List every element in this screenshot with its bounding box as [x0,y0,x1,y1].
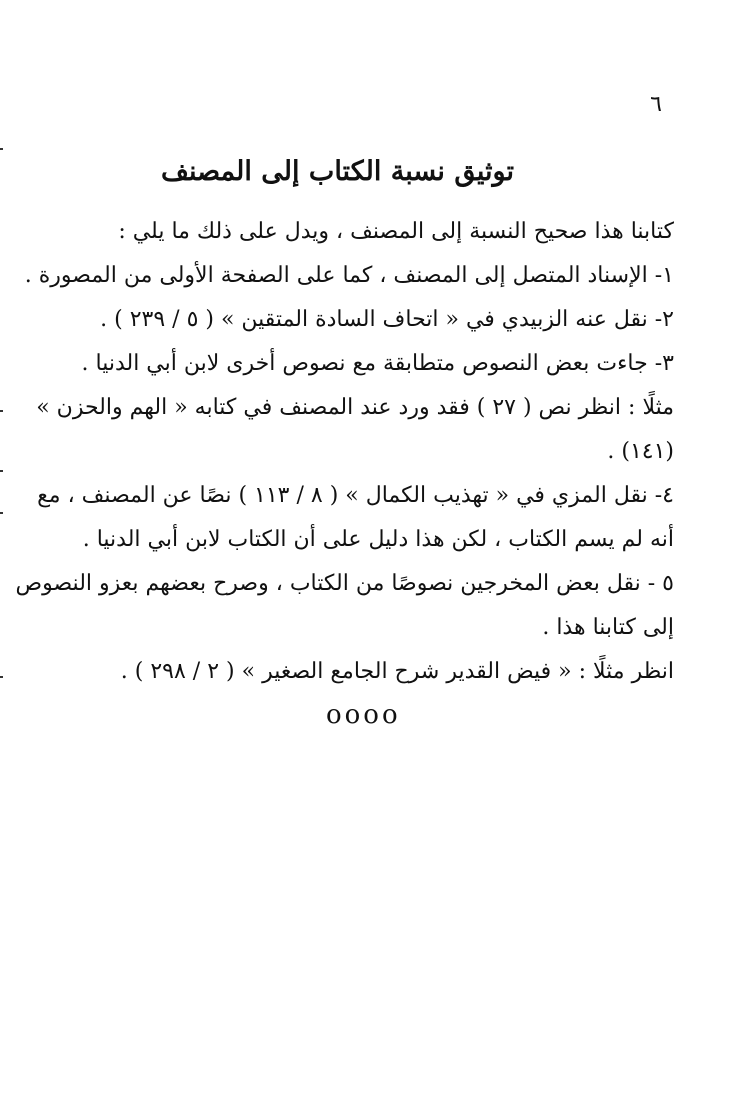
section-title: توثيق نسبة الكتاب إلى المصنف [161,156,514,187]
page-number: ٦ [650,92,662,117]
point-3-example-continued: (١٤١) . [607,439,674,464]
point-5-example: انظر مثلًا : « فيض القدير شرح الجامع الصغير » ( ٢ / ٢٩٨ ) . [120,659,674,684]
point-5-continued: إلى كتابنا هذا . [542,615,674,640]
closing-ornament: oooo [326,700,401,730]
point-1: ١- الإسناد المتصل إلى المصنف ، كما على الصفحة الأولى من المصورة . [24,263,674,288]
point-4-continued: أنه لم يسم الكتاب ، لكن هذا دليل على أن الكتاب لابن أبي الدنيا . [82,527,674,552]
scan-edge-mark [0,512,3,514]
point-3: ٣- جاءت بعض النصوص متطابقة مع نصوص أخرى لابن أبي الدنيا . [81,351,674,376]
scan-edge-mark [0,470,3,472]
scan-edge-mark [0,676,3,678]
scan-edge-mark [0,148,3,150]
point-2: ٢- نقل عنه الزبيدي في « اتحاف السادة المتقين » ( ٥ / ٢٣٩ ) . [100,307,674,332]
point-3-example: مثلًا : انظر نص ( ٢٧ ) فقد ورد عند المصنف في كتابه « الهم والحزن » [36,395,674,420]
scan-edge-mark [0,410,3,412]
body-text [15,210,674,694]
point-5: ٥ - نقل بعض المخرجين نصوصًا من الكتاب ، وصرح بعضهم بعزو النصوص [15,571,674,596]
intro-line: كتابنا هذا صحيح النسبة إلى المصنف ، ويدل على ذلك ما يلي : [118,219,674,244]
point-4: ٤- نقل المزي في « تهذيب الكمال » ( ٨ / ١١٣ ) نصًا عن المصنف ، مع [37,483,674,508]
